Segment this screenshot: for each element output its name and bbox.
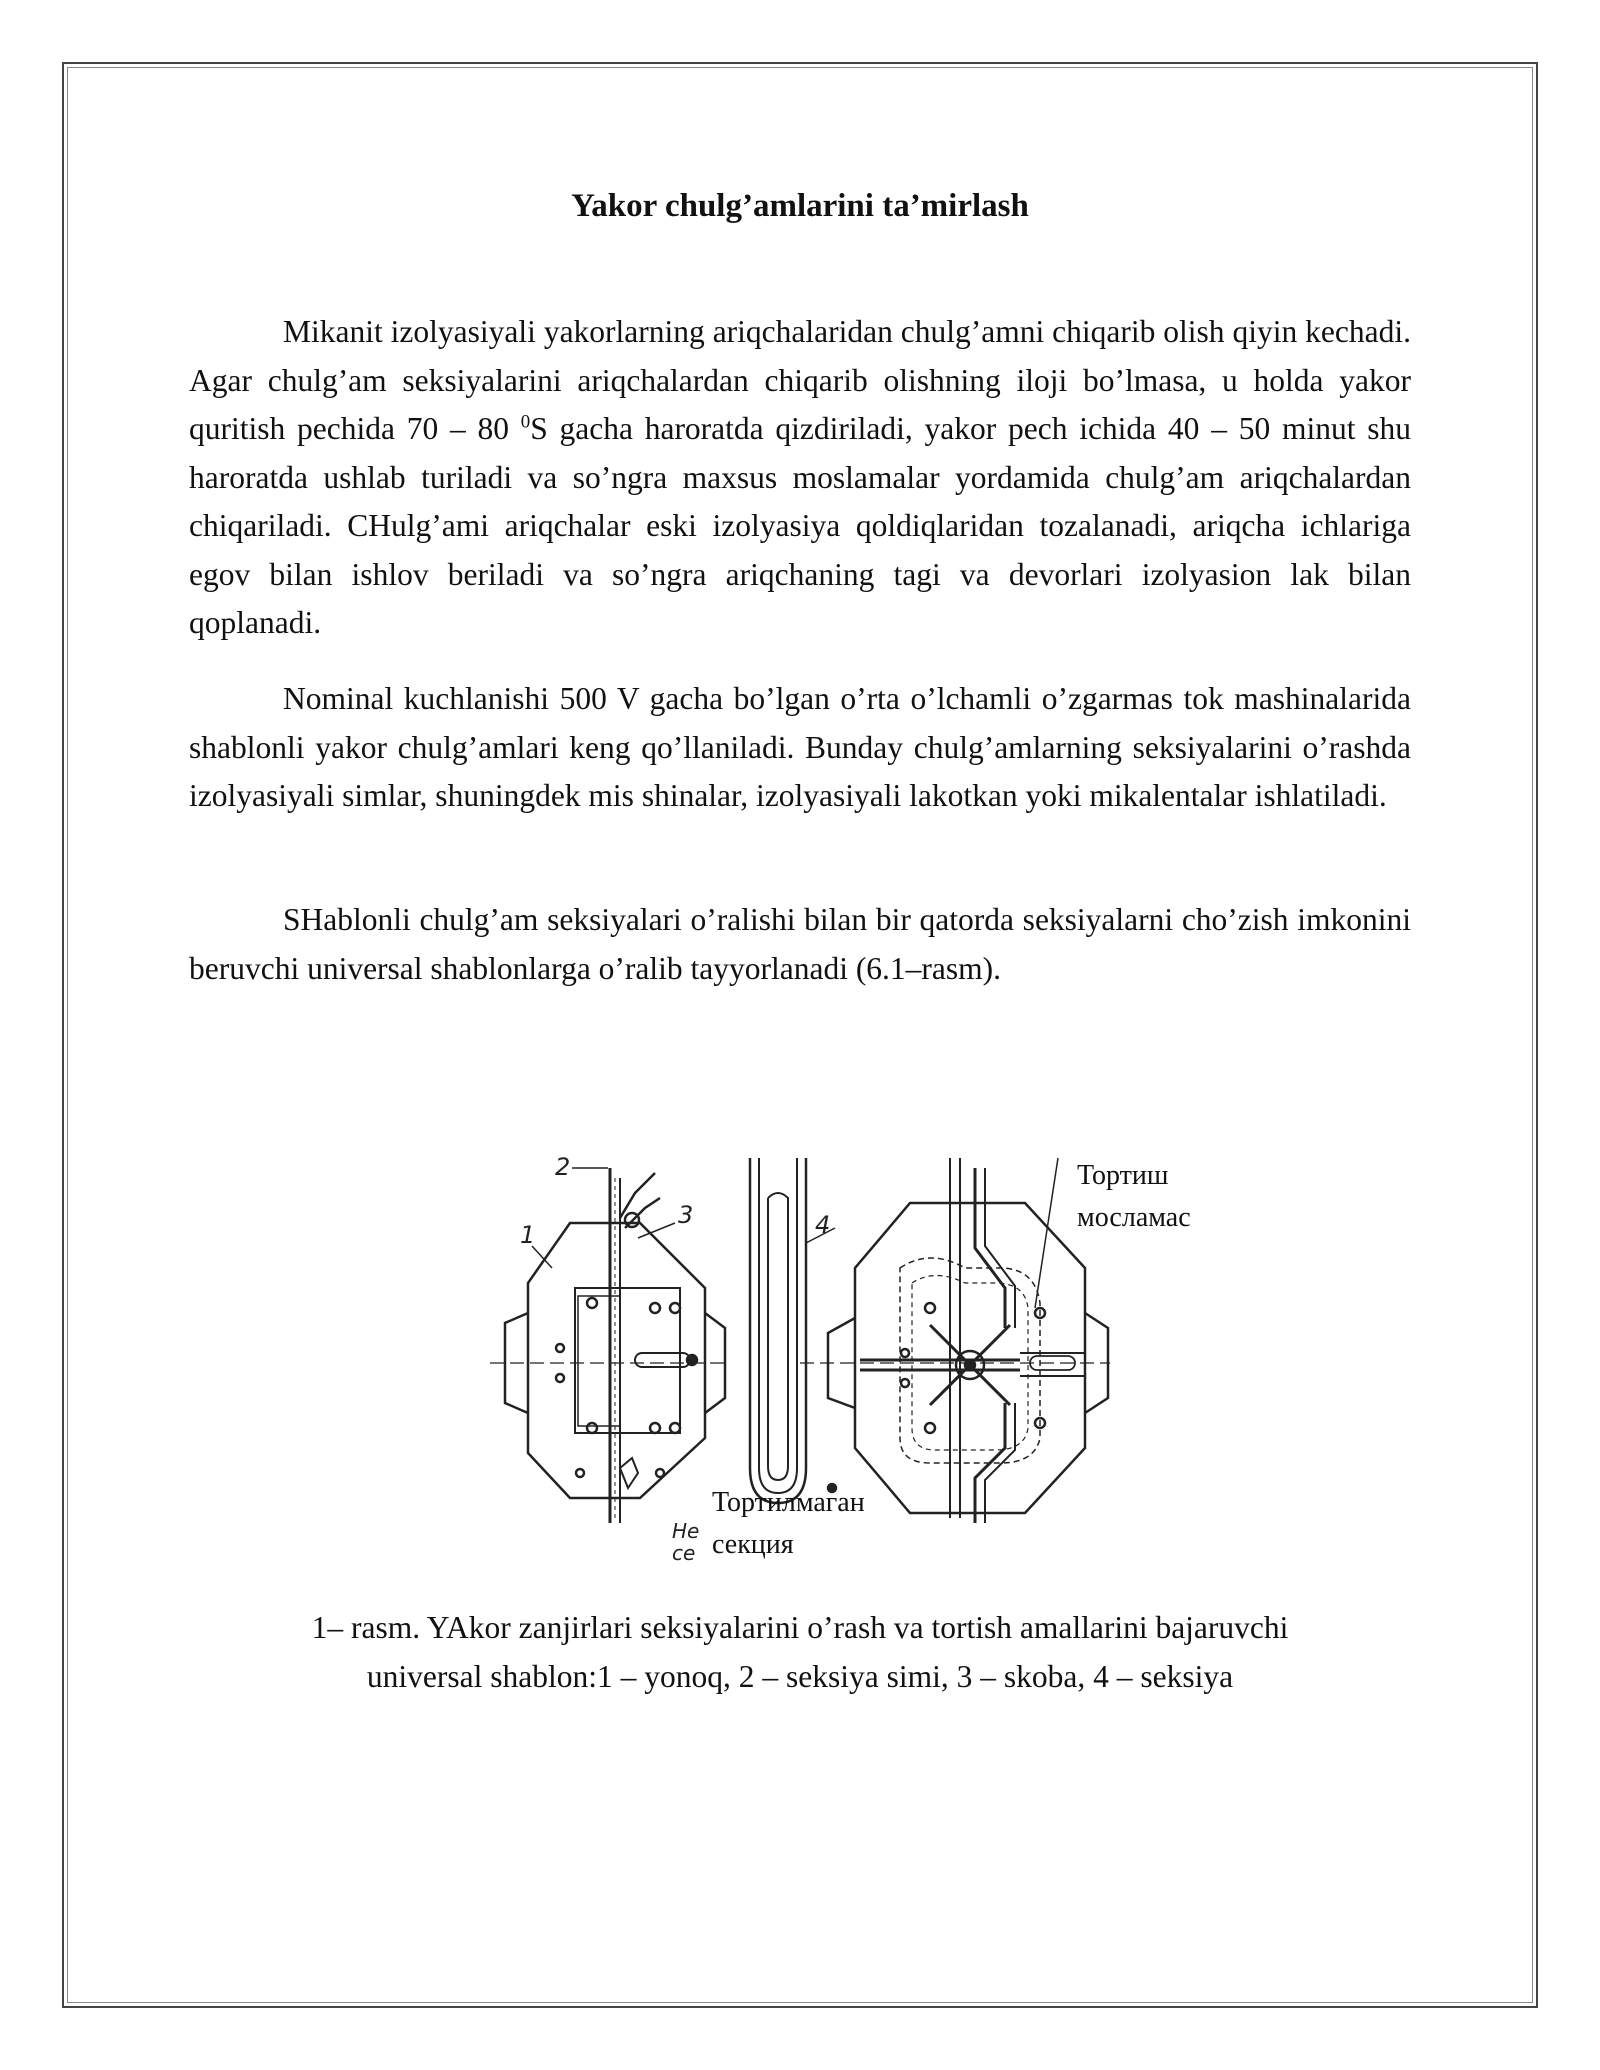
figure-label-top-line1: Тортиш <box>1077 1160 1169 1191</box>
paragraph-1-part-a: Mikanit izolyasiyali yakorlarning ariqchalaridan chulg’amni chiqarib olish qiyin kechadi. Agar chulg’am seksiyalarini ariqchalardan chiqarib olishning iloji bo’lmasa, u holda yakor quritish pechida 70 – 80 <box>189 314 1411 446</box>
paragraph-2: Nominal kuchlanishi 500 V gacha bo’lgan o’rta o’lchamli o’zgarmas tok mashinalarida shablonli yakor chulg’amlari keng qo’llaniladi. Bunday chulg’amlarning seksiyalarini o’rashda izolyasiyali simlar, shuningdek mis shinalar, izolyasiyali lakotkan yoki mikalentalar ishlatiladi. <box>189 681 1411 813</box>
figure-partial-text-1: Не <box>672 1519 700 1543</box>
figure-label-bottom-line2: секция <box>712 1529 794 1560</box>
figure-caption-line2: universal shablon:1 – yonoq, 2 – seksiya simi, 3 – skoba, 4 – seksiya <box>366 1658 1234 1694</box>
figure-label-unstretched-section <box>712 1482 865 1566</box>
superscript-degree: 0 <box>520 411 531 433</box>
figure-caption-line1: 1– rasm. YAkor zanjirlari seksiyalarini o’rash va tortish amallarini bajaruvchi <box>311 1610 1289 1645</box>
paragraph-3: SHablonli chulg’am seksiyalari o’ralishi bilan bir qatorda seksiyalarni cho’zish imkonini beruvchi universal shablonlarga o’ralib tayyorlanadi (6.1–rasm). <box>189 902 1411 986</box>
figure-caption <box>150 1604 1450 1701</box>
left-template-body <box>528 1223 705 1498</box>
figure-num-1: 1 <box>520 1221 536 1249</box>
figure-num-2: 2 <box>555 1153 571 1181</box>
figure-num-4: 4 <box>815 1211 831 1239</box>
paragraph-1-part-b: S gacha haroratda qizdiriladi, yakor pech ichida 40 – 50 minut shu haroratda ushlab turiladi va so’ngra maxsus moslamalar yordamida chulg’am ariqchalardan chiqariladi. CHulg’ami ariqchalar eski izolyasiya qoldiqlaridan tozalanadi, ariqcha ichlariga egov bilan ishlov beriladi va so’ngra ariqchaning tagi va devorlari izolyasion lak bilan qoplanadi. <box>189 411 1411 640</box>
figure-label-bottom-line1: Тортилмаган <box>712 1487 865 1518</box>
paragraph-1 <box>189 308 1411 648</box>
figure-label-top-line2: мосламас <box>1077 1202 1191 1233</box>
figure-partial-text-2: се <box>672 1541 696 1565</box>
document-title: Yakor chulg’amlarini ta’mirlash <box>571 188 1029 224</box>
right-template-body <box>855 1203 1085 1513</box>
figure-num-3: 3 <box>678 1201 694 1229</box>
figure-label-pulling-device <box>1077 1155 1191 1239</box>
